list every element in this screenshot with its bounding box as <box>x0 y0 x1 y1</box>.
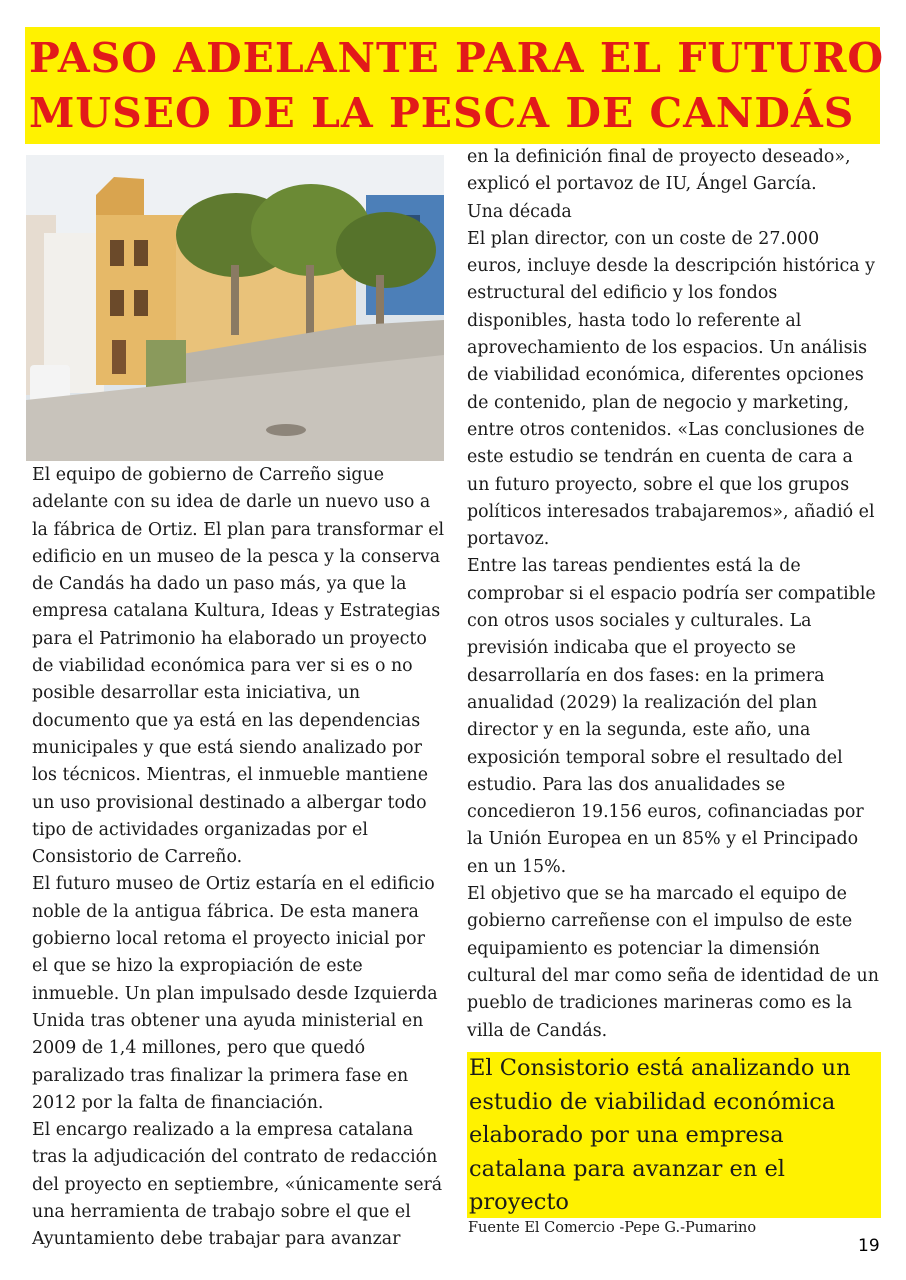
article-paragraph: El objetivo que se ha marcado el equipo de gobierno carreñense con el impulso de este equipamiento es potenciar la dimensión cultural del mar como seña de identidad de un pueblo de tradiciones marineras como es la villa de Candás. <box>467 884 879 1041</box>
pull-quote: El Consistorio está analizando un estudio de viabilidad económica elaborado por una empresa catalana para avanzar en el proyecto <box>467 1052 881 1218</box>
page-number: 19 <box>858 1236 880 1256</box>
source-credit: Fuente El Comercio -Pepe G.-Pumarino <box>468 1220 757 1236</box>
article-paragraph: El encargo realizado a la empresa catalana tras la adjudicación del contrato de redacción del proyecto en septiembre, «únicamente será una herramienta de trabajo sobre el que el Ayuntamiento debe trabajar para avanzar <box>32 1120 443 1250</box>
article-paragraph: Entre las tareas pendientes está la de comprobar si el espacio podría ser compatible con otros usos sociales y culturales. La previsión indicaba que el proyecto se desarrollaría en dos fases: en la primera anualidad (2029) la realización del plan director y en la segunda, este año, una exposición temporal sobre el resultado del estudio. Para las dos anualidades se concedieron 19.156 euros, cofinanciadas por la Unión Europea en un 85% y el Principado en un 15%. <box>467 556 876 877</box>
headline-banner <box>25 27 885 144</box>
right-column <box>467 144 879 1045</box>
article-paragraph: El futuro museo de Ortiz estaría en el edificio noble de la antigua fábrica. De esta manera gobierno local retoma el proyecto inicial por el que se hizo la expropiación de este inmueble. Un plan impulsado desde Izquierda Unida tras obtener una ayuda ministerial en 2009 de 1,4 millones, pero que quedó paralizado tras finalizar la primera fase en 2012 por la falta de financiación. <box>32 874 438 1113</box>
headline-line-1: PASO ADELANTE PARA EL FUTURO <box>29 34 885 82</box>
left-column <box>32 462 446 1254</box>
article-paragraph: El equipo de gobierno de Carreño sigue adelante con su idea de darle un nuevo uso a la fábrica de Ortiz. El plan para transformar el edificio en un museo de la pesca y la conserva de Candás ha dado un paso más, ya que la empresa catalana Kultura, Ideas y Estrategias para el Patrimonio ha elaborado un proyecto de viabilidad económica para ver si es o no posible desarrollar esta iniciativa, un documento que ya está en las dependencias municipales y que está siendo analizado por los técnicos. Mientras, el inmueble mantiene un uso provisional destinado a albergar todo tipo de actividades organizadas por el Consistorio de Carreño. <box>32 465 445 868</box>
article-photo <box>26 155 444 461</box>
article-paragraph: en la definición final de proyecto deseado», explicó el portavoz de IU, Ángel García. <box>467 147 851 195</box>
article-paragraph: El plan director, con un coste de 27.000 euros, incluye desde la descripción histórica y estructural del edificio y los fondos disponibles, hasta todo lo referente al aprovechamiento de los espacios. Un análisis de viabilidad económica, diferentes opciones de contenido, plan de negocio y marketing, entre otros contenidos. «Las conclusiones de este estudio se tendrán en cuenta de cara a un futuro proyecto, sobre el que los grupos políticos interesados trabajaremos», añadió el portavoz. <box>467 228 876 550</box>
factory-building-illustration <box>26 155 444 461</box>
section-subheading: Una década <box>467 201 572 222</box>
headline-title <box>29 31 885 141</box>
headline-line-2: MUSEO DE LA PESCA DE CANDÁS <box>29 89 855 137</box>
